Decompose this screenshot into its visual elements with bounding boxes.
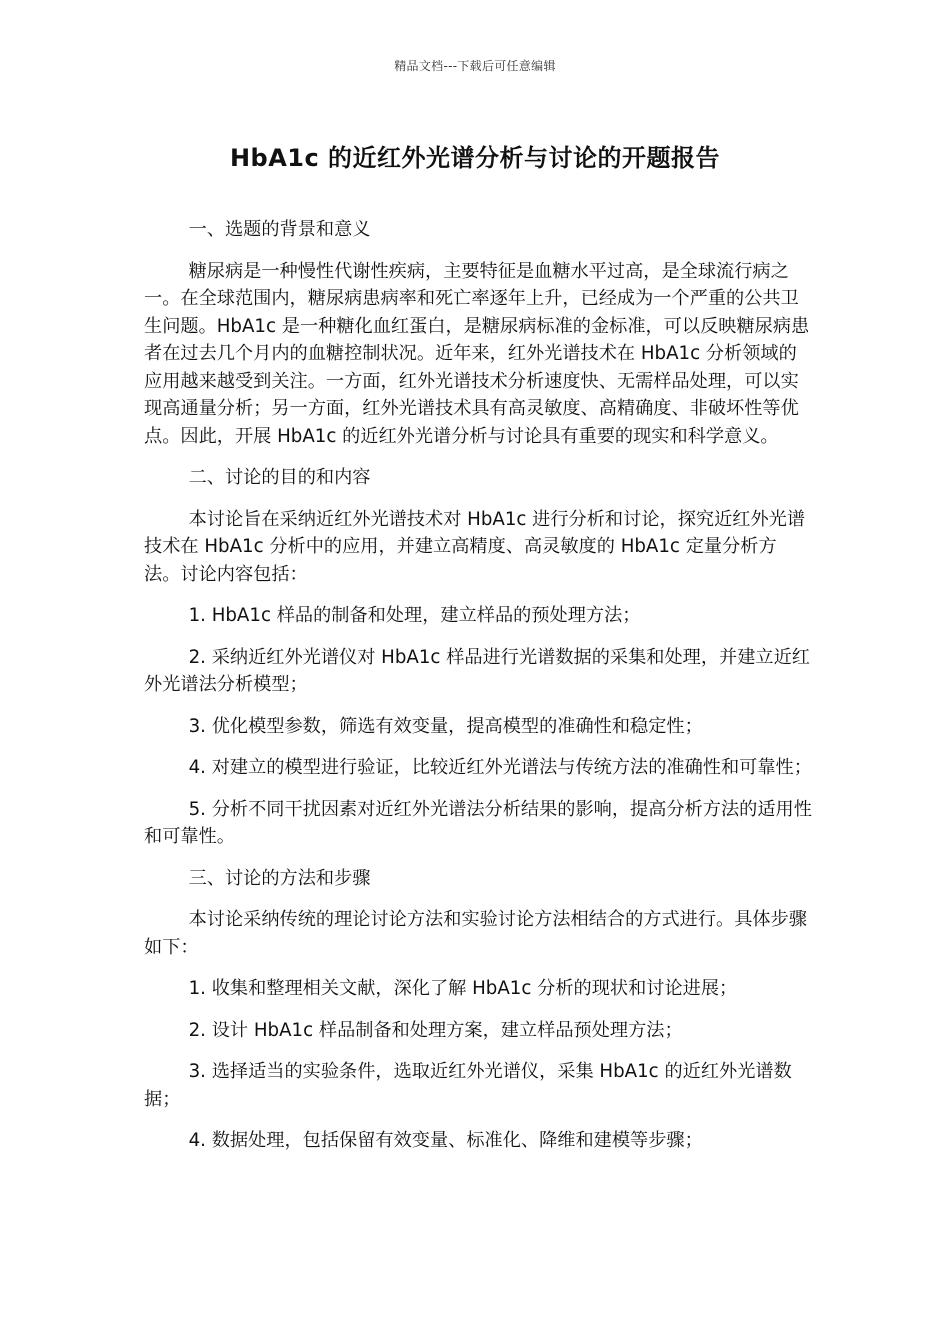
paragraph-purpose: 本讨论旨在采纳近红外光谱技术对 HbA1c 进行分析和讨论，探究近红外光谱技术在 HbA1c 分析中的应用，并建立高精度、高灵敏度的 HbA1c 定量分析方法。讨论内容包括： — [144, 508, 806, 585]
list-item-step-1: 1. 收集和整理相关文献，深化了解 HbA1c 分析的现状和讨论进展； — [188, 978, 738, 999]
list-item-content-3: 3. 优化模型参数，筛选有效变量，提高模型的准确性和稳定性； — [188, 715, 703, 737]
list-item-content-2: 2. 采纳近红外光谱仪对 HbA1c 样品进行光谱数据的采集和处理，并建立近红外光谱法分析模型； — [144, 646, 810, 695]
list-item-step-2: 2. 设计 HbA1c 样品制备和处理方案，建立样品预处理方法； — [188, 1019, 683, 1041]
paragraph-background: 糖尿病是一种慢性代谢性疾病，主要特征是血糖水平过高，是全球流行病之一。在全球范围内，糖尿病患病率和死亡率逐年上升，已经成为一个严重的公共卫生问题。HbA1c 是一种糖化血红蛋白，是糖尿病标准的金标准，可以反映糖尿病患者在过去几个月内的血糖控制状况。近年来，红外光谱技术在 HbA1c 分析领域的应用越来越受到关注。一方面，红外光谱技术分析速度快、无需样品处理，可以实现高通量分析；另一方面，红外光谱技术具有高灵敏度、高精确度、非破坏性等优点。因此，开展 HbA1c 的近红外光谱分析与讨论具有重要的现实和科学意义。 — [144, 260, 810, 447]
paragraph-methods: 本讨论采纳传统的理论讨论方法和实验讨论方法相结合的方式进行。具体步骤如下： — [144, 909, 807, 958]
list-item-content-5: 5. 分析不同干扰因素对近红外光谱法分析结果的影响，提高分析方法的适用性和可靠性。 — [144, 798, 812, 847]
section-heading-purpose: 二、讨论的目的和内容 — [188, 467, 371, 488]
list-item-step-4: 4. 数据处理，包括保留有效变量、标准化、降维和建模等步骤； — [188, 1130, 703, 1151]
list-item-step-3: 3. 选择适当的实验条件，选取近红外光谱仪，采集 HbA1c 的近红外光谱数据； — [144, 1061, 792, 1110]
document-body — [144, 216, 812, 1169]
page-header: 精品文档---下载后可任意编辑 — [394, 59, 556, 73]
section-heading-methods: 三、讨论的方法和步骤 — [188, 867, 371, 889]
section-heading-background: 一、选题的背景和意义 — [188, 219, 371, 240]
document-title: HbA1c 的近红外光谱分析与讨论的开题报告 — [229, 144, 721, 172]
list-item-content-4: 4. 对建立的模型进行验证，比较近红外光谱法与传统方法的准确性和可靠性； — [188, 757, 812, 778]
list-item-content-1: 1. HbA1c 样品的制备和处理，建立样品的预处理方法； — [188, 605, 641, 626]
